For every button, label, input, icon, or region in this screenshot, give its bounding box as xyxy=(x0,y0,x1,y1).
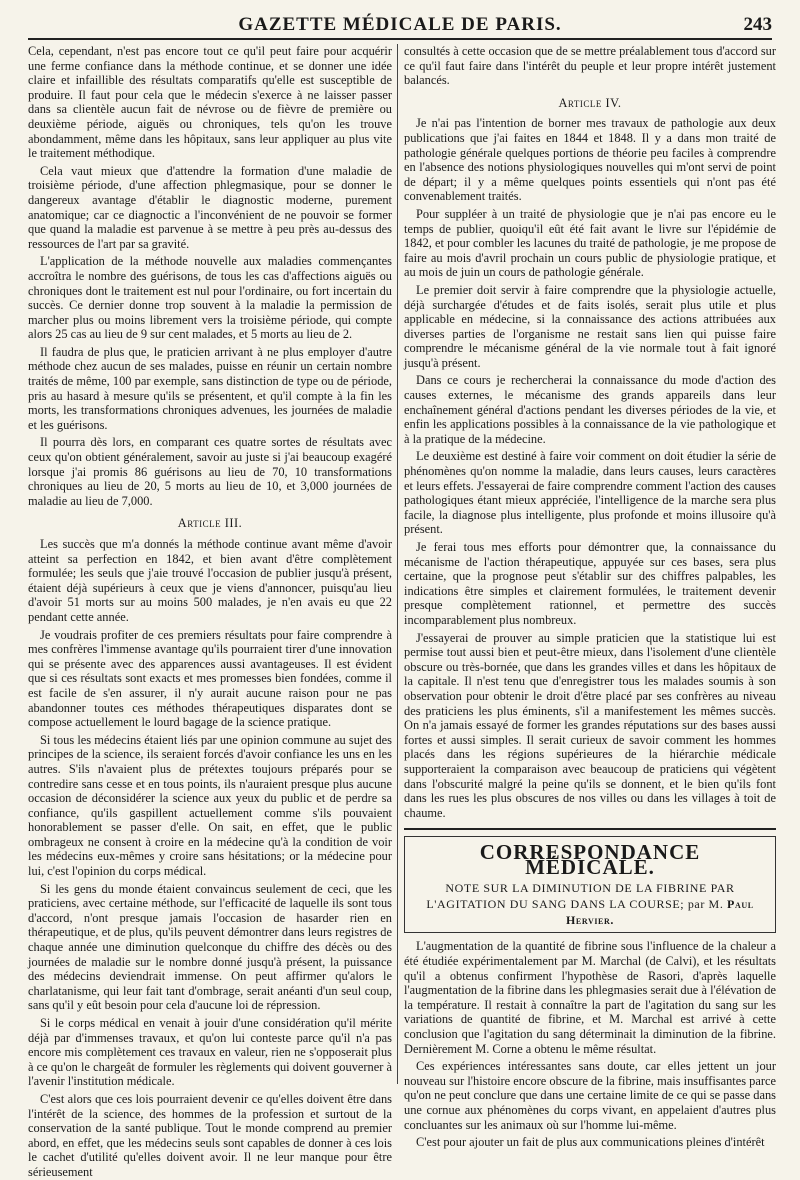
journal-title: GAZETTE MÉDICALE DE PARIS. xyxy=(238,14,562,35)
paragraph: Je n'ai pas l'intention de borner mes travaux de pathologie aux deux publications que j'ai faites en 1844 et 1848. Il y a dans mon traité de pathologie générale quelques portions de théorie peu faciles à comprendre en l'absence des notions physiologiques nouvelles qui m'ont servi de point de départ; il y a même quelques points essentiels qui n'ont pas été convenablement traités. xyxy=(404,116,776,204)
author-prefix: par M. xyxy=(687,897,724,912)
correspondance-body xyxy=(404,939,776,1149)
right-column-articles xyxy=(404,44,776,820)
paragraph: Je voudrais profiter de ces premiers résultats pour faire comprendre à mes confrères l'immense avantage qu'ils pourraient tirer d'une innovation qui se présente avec des apparences aussi avantageuses. Il est évident que si ces résultats sont exacts et mes promesses bien fondées, comme il est facile de s'en assurer, il n'y aurait aucune raison pour ne pas abandonner toutes ces méthodes thérapeutiques disparates dont se compose actuellement le lourd bagage de la science pratique. xyxy=(28,627,392,730)
paragraph: Si les gens du monde étaient convaincus seulement de ceci, que les praticiens, avec certaine méthode, sur l'efficacité de laquelle ils sont tous d'accord, n'ont presque jamais l'occasion de hasarder rien en thérapeutique, et de plus, qu'ils peuvent démontrer dans leurs registres de chaque année une diminution quelconque du chiffre des décès ou des journées de maladie sur le nombre donné jusqu'à présent, la puissance des médecins deviendrait immense. On peut affirmer qu'alors le charlatanisme, qui leur fait tant d'ombrage, serait anéanti d'un seul coup, sans qu'il y eût besoin pour cela d'aucune loi de répression. xyxy=(28,881,392,1013)
author-name: Paul Hervier. xyxy=(566,897,754,928)
paragraph: Le premier doit servir à faire comprendre que la physiologie actuelle, déjà surchargée d'études et de faits isolés, serait plus utile et plus applicable en médecine, si la connaissance des actions attribuées aux diverses parties de l'organisme ne restait sans lien qui puisse faire comprendre le mécanisme général de la vie normale tout à fait ignoré jusqu'à présent. xyxy=(404,282,776,370)
left-column xyxy=(28,44,392,1179)
article-heading: Article III. xyxy=(177,516,243,531)
paragraph: Dans ce cours je rechercherai la connaissance du mode d'action des causes externes, le mécanisme des grands appareils dans leur enchaînement général d'actions pendant les diverses périodes de la vie, et enfin les applications possibles à la connaissance de la vie pathologique et à la pratique de la médecine. xyxy=(404,373,776,446)
paragraph: Je ferai tous mes efforts pour démontrer que, la connaissance du mécanisme de l'action thérapeutique, appuyée sur ces bases, sera plus certaine, que la prognose peut s'établir sur des chiffres palpables, les indications être simples et clairement formulées, le traitement devenir presque complètement rationnel, et permettre des succès incomparablement plus nombreux. xyxy=(404,540,776,627)
paragraph: Pour suppléer à un traité de physiologie que je n'ai pas encore eu le temps de publier, quoiqu'il eût été fait avant le livre sur l'épidémie de 1842, et pour combler les lacunes du traité de pathologie, je me propose de faire au mois d'avril prochain un cours public de physiologie pratique, et au mois de juin un cours de pathologie générale. xyxy=(404,206,776,280)
paragraph: J'essayerai de prouver au simple praticien que la statistique lui est permise tout aussi bien et peut-être mieux, dans l'isolement d'une clientèle obscure ou très-bornée, que dans les grandes villes et dans les hôpitaux de la capitale. Il n'est tenu que d'enregistrer tous les malades soumis à son observation pour obtenir le droit d'être placé par ses confrères au niveau des praticiens les plus éminents, s'il a manifestement les mêmes succès. On n'a jamais essayé de former les grandes réputations sur des bases aussi fortes et aussi simples. Il serait curieux de savoir comment les hommes placés dans les régions supérieures de la hiérarchie médicale supporteraient la comparaison avec beaucoup de praticiens qui végètent dans l'obscurité malgré la peine qu'ils se donnent, et le bien qu'ils font dans les rues les plus obscures de nos villes ou dans les villages à toit de chaume. xyxy=(404,630,776,820)
paragraph: Il pourra dès lors, en comparant ces quatre sortes de résultats avec ceux qu'on obtient généralement, savoir au juste si j'ai beaucoup exagéré lorsque j'ai promis 86 guérisons au lieu de 70, 10 transformations chroniques au lieu de 20, 5 morts au lieu de 10, et 3,000 journées de maladie au lieu de 7,000. xyxy=(28,435,392,508)
paragraph: Cela, cependant, n'est pas encore tout ce qu'il peut faire pour acquérir une ferme confiance dans la méthode continue, et se donner une idée claire et infaillible des résultats comparatifs qu'elle est susceptible de produire. Il faut pour cela que le médecin s'exerce à ne laisser passer dans sa clientèle aucun fait de névrose ou de fièvre de première ou deuxième période, aiguës ou chroniques, tels qu'on les trouve abondamment, même dans les hôpitaux, sans leur appliquer au plus vite le traitement méthodique. xyxy=(28,44,392,161)
paragraph: C'est pour ajouter un fait de plus aux communications pleines d'intérêt xyxy=(416,1135,765,1150)
paragraph: Si tous les médecins étaient liés par une opinion commune au sujet des principes de la science, ils seraient forcés d'avoir confiance les uns en les autres. S'ils n'avaient plus de prétextes toujours préparés pour se contredire sans cesse et en tous points, ils n'auraient presque plus aucune occasion de déconsidérer la science aux yeux du public et de perdre sa confiance, qu'ils gaspillent actuellement comme s'ils pouvaient honorablement se passer d'elle. On sait, en effet, que le public ombrageux ne consent à croire en la médecine qu'à la condition de voir les médecins eux-mêmes y croire sans hésitations; or la médecine pour lui, c'est l'opinion du corps médical. xyxy=(28,732,392,879)
correspondance-heading-box xyxy=(404,836,776,933)
correspondance-subtitle xyxy=(413,880,767,928)
note-title: NOTE SUR LA DIMINUTION DE LA FIBRINE PAR L'AGITATION DU SANG DANS LA COURSE; xyxy=(426,881,735,912)
paragraph: Il faudra de plus que, le praticien arrivant à ne plus employer d'autre méthode chez aucun de ses malades, puisse en réunir un certain nombre traités de même, 100 par exemple, sans distinction de type ou de période, pris au hasard à mesure qu'ils se présentent, et qu'il compte à la fin les morts, les transformations chroniques advenues, les journées de maladie et les guérisons. xyxy=(28,344,392,432)
paragraph: L'application de la méthode nouvelle aux maladies commençantes accroîtra le nombre des guérisons, de tous les cas d'affections aiguës ou chroniques dont le traitement est nul pour l'ordinaire, ou fort incertain du succès. Ce dernier donne trop souvent à la maladie la permission de marcher plus ou moins librement vers la troisième période, qui compte alors 25 cas au lieu de 9 sur cent malades, et 5 morts au lieu de 2. xyxy=(28,254,392,342)
paragraph: consultés à cette occasion que de se mettre préalablement tous d'accord sur ce qu'il faut faire dans l'intérêt du peuple et leur propre intérêt justement balancés. xyxy=(404,44,776,88)
paragraph: Ces expériences intéressantes sans doute, car elles jettent un jour nouveau sur l'histoire encore obscure de la fibrine, mais insuffisantes parce qu'on ne peut conclure que dans une certaine limite de ce qui se passe dans une cornue aux phénomènes du corps vivant, en appelaient d'autres plus concluantes sur les animaux où sur l'homme lui-même. xyxy=(404,1059,776,1132)
section-separator xyxy=(404,828,776,830)
paragraph: Cela vaut mieux que d'attendre la formation d'une maladie de troisième période, d'une affection phlegmasique, pour se donner le dangereux avantage d'établir le diagnostic moderne, purement anatomique; car ce diagnoctic a l'inconvénient de ne pouvoir se former que quand la maladie est parvenue à se mettre à peu près au-dessus des ressources de l'art par sa gravité. xyxy=(28,163,392,251)
paragraph: Les succès que m'a donnés la méthode continue avant même d'avoir atteint sa perfection en 1842, et bien avant d'être complètement formulée; les seuls que j'aie trouvé l'occasion de publier jusqu'à présent, étaient déjà supérieurs à ceux que je viens d'annoncer, puisqu'au lieu d'avoir 51 morts sur au moins 500 malades, je n'en avais eu que 22 pendant cette année. xyxy=(28,537,392,624)
article-heading: Article IV. xyxy=(558,95,622,110)
paragraph: L'augmentation de la quantité de fibrine sous l'influence de la chaleur a été étudiée expérimentalement par M. Marchal (de Calvi), et les résultats qu'il a obtenus confirment l'hypothèse de Rasori, d'après laquelle l'augmentation de la fibrine dans les phlegmasies serait due à l'élévation de la température. Il restait à connaître la part de l'agitation du sang sur les variations de quantité de fibrine, et M. Marchal est arrivé à cette conclusion que l'agitation du sang déterminait la diminution de la fibrine. Dernièrement M. Corne a obtenu le même résultat. xyxy=(404,939,776,1056)
paragraph: Le deuxième est destiné à faire voir comment on doit étudier la série de phénomènes qu'on nomme la maladie, dans leurs causes, leurs caractères et leurs effets. J'essayerai de faire comprendre comment l'action des causes pathologiques étant mieux appréciée, l'intelligence de la marche sera plus facile, la diagnose plus intelligente, plus profonde et moins illusoire qu'à présent. xyxy=(404,449,776,537)
correspondance-title: CORRESPONDANCE MÉDICALE. xyxy=(479,840,701,879)
page-number: 243 xyxy=(743,14,772,35)
paragraph: Si le corps médical en venait à jouir d'une considération qu'il mérite déjà par d'immenses travaux, et qu'on lui conteste parce qu'il n'a pas encore mis complètement ces travaux en valeur, rien ne s'opposerait plus à ce qu'on le chargeât de formuler les règlements qui doivent gouverner à l'avenir l'institution médicale. xyxy=(28,1016,392,1089)
paragraph: C'est alors que ces lois pourraient devenir ce qu'elles doivent être dans l'intérêt de la science, des hommes de la profession et surtout de la conservation de la santé publique. Tout le monde comprend au premier abord, en effet, que les médecins seuls sont capables de donner à ces lois le cachet d'utilité qu'elles doivent avoir. Il ne leur manque pour être sérieusement xyxy=(28,1091,392,1179)
column-divider xyxy=(397,44,398,1084)
page-header xyxy=(28,12,772,40)
right-column xyxy=(404,44,776,1150)
